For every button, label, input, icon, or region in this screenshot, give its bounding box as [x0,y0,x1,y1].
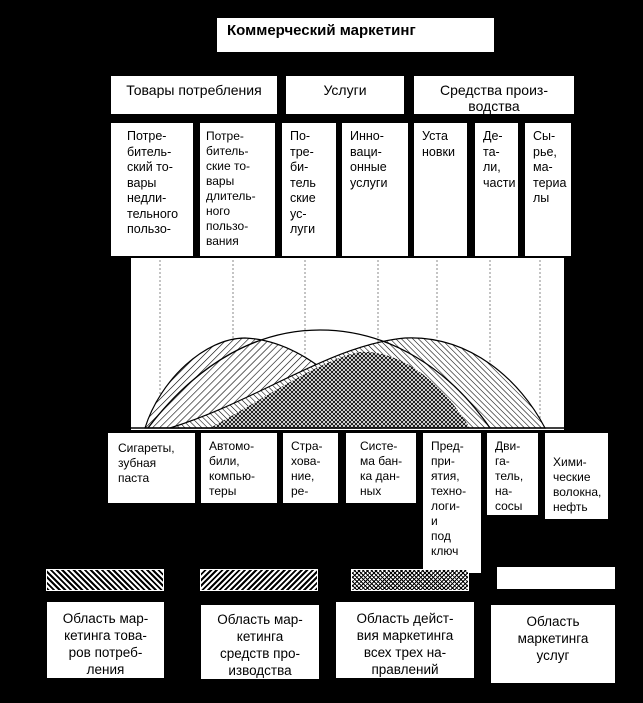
column-innovative-services: Инно- ваци- онные услуги [342,123,408,256]
category-production-means: Средства произ- водства [414,76,574,114]
legend-swatch-consumer [46,569,164,591]
example-turnkey: Пред- при- ятия, техно- логи- и под ключ [423,433,481,573]
legend-swatch-overlap [351,569,469,591]
column-installations: Уста новки [414,123,467,256]
legend-label-production: Область мар- кетинга средств про- изводства [201,605,319,679]
example-cigarettes: Сигареты, зубная паста [108,433,195,503]
example-engines: Дви- га- тель, на- сосы [487,433,538,515]
legend-swatch-services [497,567,615,589]
diagram-title: Коммерческий маркетинг [217,18,494,52]
example-database: Систе- ма бан- ка дан- ных [346,433,416,503]
legend-label-consumer: Область мар- кетинга това- ров потреб- ления [47,602,164,678]
legend-label-overlap: Область дейст- вия маркетинга всех трех на- правлений [336,602,474,678]
column-durable-goods: Потре- битель- ские то- вары длитель- ного пользо- вания [200,123,275,256]
column-consumer-services: По- тре- би- тель ские ус- луги [282,123,336,256]
example-insurance: Стра- хова- ние, ре- [283,433,338,503]
column-raw-materials: Сы- рье, ма- териа лы [525,123,571,256]
legend-label-services: Область маркетинга услуг [491,605,615,683]
category-consumer-goods: Товары потребления [111,76,277,114]
category-services: Услуги [286,76,404,114]
example-chemical-fibers: Хими- ческие волокна, нефть [545,433,608,519]
column-nondurable-goods: Потре- битель- ский то- вары недли- тельного пользо- [111,123,193,256]
column-parts: Де- та- ли, части [475,123,518,256]
example-cars: Автомо- били, компью- теры [201,433,277,503]
legend-swatch-production [200,569,318,591]
